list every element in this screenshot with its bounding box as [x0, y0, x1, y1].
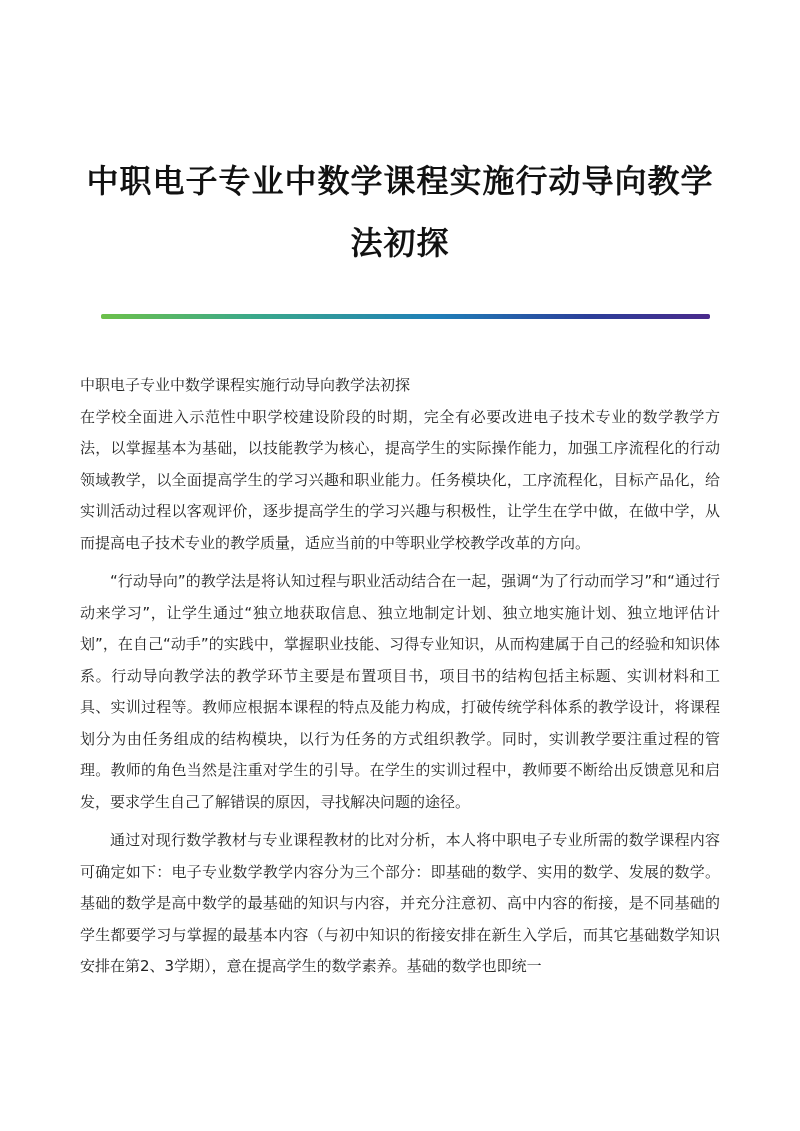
document-body [80, 370, 720, 990]
body-paragraph-1: 在学校全面进入示范性中职学校建设阶段的时期，完全有必要改进电子技术专业的数学教学方法，以掌握基本为基础，以技能教学为核心，提高学生的实际操作能力，加强工序流程化的行动领域教学，以全面提高学生的学习兴趣和职业能力。任务模块化，工序流程化，目标产品化，给实训活动过程以客观评价，逐步提高学生的学习兴趣与积极性，让学生在学中做，在做中学，从而提高电子技术专业的教学质量，适应当前的中等职业学校教学改革的方向。 [80, 407, 720, 552]
body-paragraph-2: “行动导向”的教学法是将认知过程与职业活动结合在一起，强调“为了行动而学习”和“通过行动来学习”，让学生通过“独立地获取信息、独立地制定计划、独立地实施计划、独立地评估计划”，在自己“动手”的实践中，掌握职业技能、习得专业知识，从而构建属于自己的经验和知识体系。行动导向教学法的教学环节主要是布置项目书，项目书的结构包括主标题、实训材料和工具、实训过程等。教师应根据本课程的特点及能力构成，打破传统学科体系的教学设计，将课程划分为由任务组成的结构模块，以行为任务的方式组织教学。同时，实训教学要注重过程的管理。教师的角色当然是注重对学生的引导。在学生的实训过程中，教师要不断给出反馈意见和启发，要求学生自己了解错误的原因，寻找解决问题的途径。 [80, 572, 720, 811]
body-paragraph-3: 通过对现行数学教材与专业课程教材的比对分析，本人将中职电子专业所需的数学课程内容可确定如下：电子专业数学教学内容分为三个部分：即基础的数学、实用的数学、发展的数学。基础的数学是高中数学的最基础的知识与内容，并充分注意初、高中内容的衔接，是不同基础的学生都要学习与掌握的最基本内容（与初中知识的衔接安排在新生入学后，而其它基础数学知识安排在第2、3学期），意在提高学生的数学素养。基础的数学也即统一 [80, 831, 720, 975]
title-divider [101, 314, 710, 319]
document-title: 中职电子专业中数学课程实施行动导向教学法初探 [86, 162, 714, 262]
document-subtitle: 中职电子专业中数学课程实施行动导向教学法初探 [80, 376, 411, 394]
